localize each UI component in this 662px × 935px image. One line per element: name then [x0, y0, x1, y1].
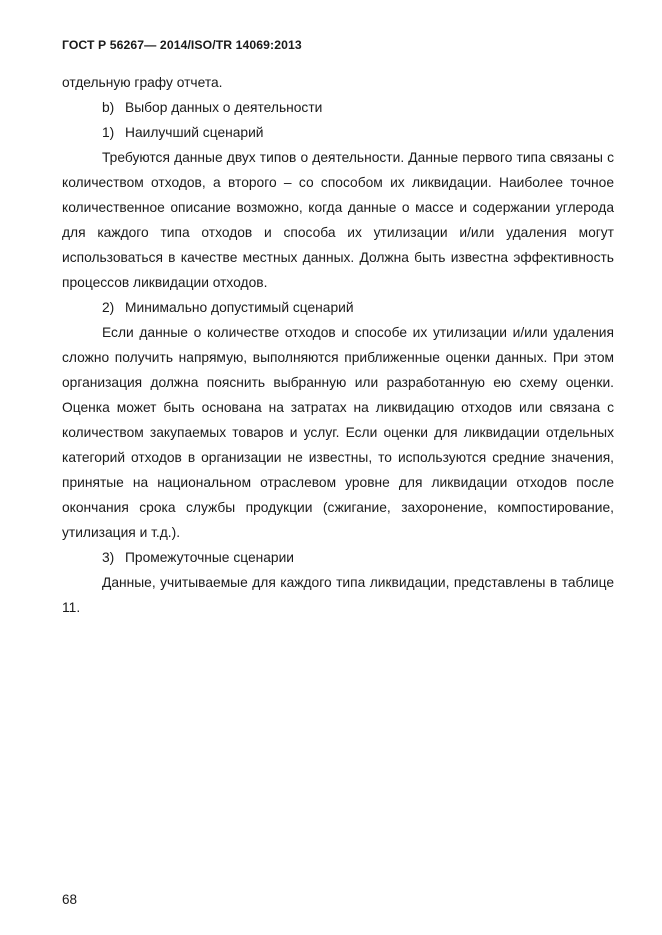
list-marker: b)	[102, 100, 115, 115]
list-item-2	[62, 295, 614, 320]
list-item-text: Выбор данных о деятельности	[125, 100, 323, 115]
list-item-text: Наилучший сценарий	[125, 125, 264, 140]
list-item-1	[62, 120, 614, 145]
paragraph-best-scenario: Требуются данные двух типов о деятельности. Данные первого типа связаны с количеством отходов, а второго – со способом их ликвидации. Наиболее точное количественное описание возможно, когда данные о массе и содержании углерода для каждого типа отходов и способа их утилизации и/или удаления могут использоваться в качестве местных данных. Должна быть известна эффективность процессов ликвидации отходов.	[62, 150, 614, 290]
list-marker: 3)	[102, 550, 115, 565]
list-item-text: Минимально допустимый сценарий	[125, 300, 354, 315]
list-marker: 2)	[102, 300, 115, 315]
document-body	[62, 70, 614, 620]
list-item-b	[62, 95, 614, 120]
list-item-text: Промежуточные сценарии	[125, 550, 295, 565]
page-number: 68	[62, 892, 78, 907]
document-header: ГОСТ Р 56267— 2014/ISO/TR 14069:2013	[62, 38, 302, 52]
list-marker: 1)	[102, 125, 115, 140]
paragraph-minimum-scenario: Если данные о количестве отходов и способе их утилизации и/или удаления сложно получить напрямую, выполняются приближенные оценки данных. При этом организация должна пояснить выбранную или разработанную ею схему оценки. Оценка может быть основана на затратах на ликвидацию отходов или связана с количеством закупаемых товаров и услуг. Если оценки для ликвидации отдельных категорий отходов в организации не известны, то используются средние значения, принятые на национальном отраслевом уровне для ликвидации отходов после окончания срока службы продукции (сжигание, захоронение, компостирование, утилизация и т.д.).	[62, 325, 614, 540]
paragraph-intermediate-scenario: Данные, учитываемые для каждого типа ликвидации, представлены в таблице 11.	[62, 575, 614, 615]
list-item-3	[62, 545, 614, 570]
continuation-text: отдельную графу отчета.	[62, 75, 223, 90]
